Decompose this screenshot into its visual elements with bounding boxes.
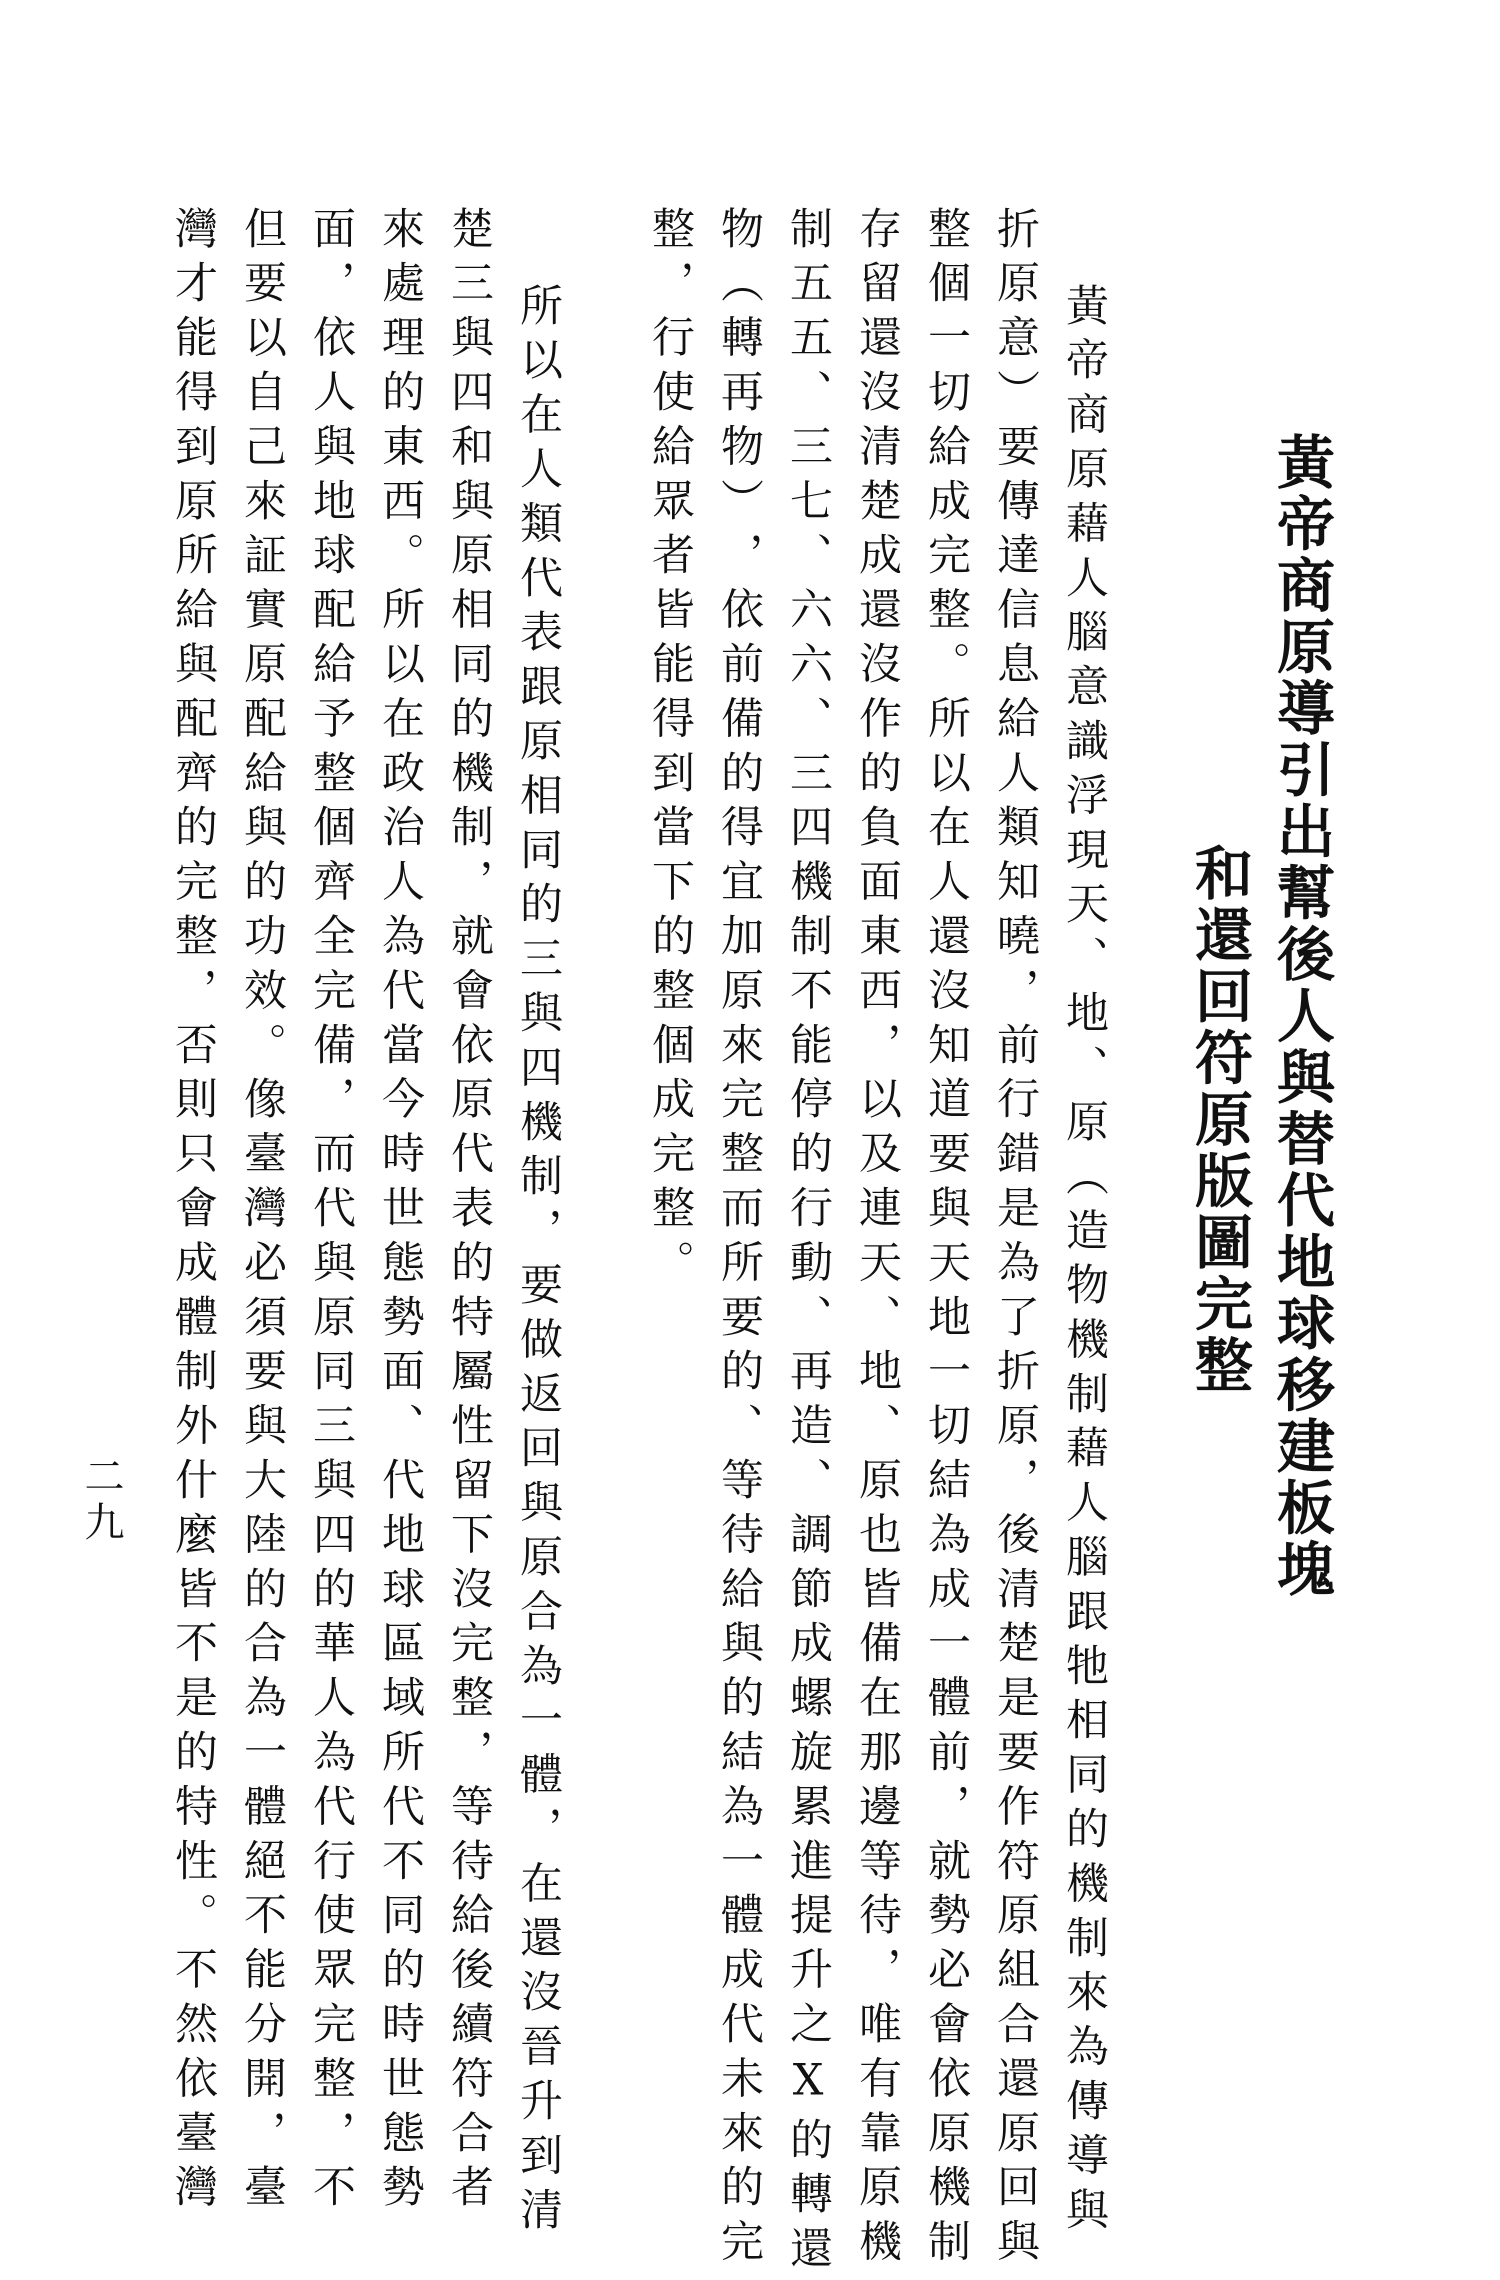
paragraph-1-line: 存留還沒清楚成還沒作的負面東西，以及連天、地、原也皆備在那邊等待，唯有靠原機 xyxy=(852,206,902,2274)
paragraph-2-line: 所以在人類代表跟原相同的三與四機制，要做返回與原合為一體，在還沒晉升到清 xyxy=(513,283,563,2242)
paragraph-2-line: 面，依人與地球配給予整個齊全完備，而代與原同三與四的華人為代行使眾完整，不 xyxy=(306,206,356,2219)
paragraph-1-line: 折原意︶要傳達信息給人類知曉，前行錯是為了折原，後清楚是要作符原組合還原回與 xyxy=(990,206,1040,2274)
paragraph-1-line: 物︵轉再物︶，依前備的得宜加原來完整而所要的、等待給與的結為一體成代未來的完 xyxy=(714,206,764,2274)
paragraph-2-line: 但要以自己來証實原配給與的功效。像臺灣必須要與大陸的合為一體絕不能分開，臺 xyxy=(237,206,287,2219)
paragraph-1-line: 制五五、三七、六六、三四機制不能停的行動、再造、調節成螺旋累進提升之X的轉還 xyxy=(783,206,833,2280)
paragraph-2-line: 灣才能得到原所給與配齊的完整，否則只會成體制外什麼皆不是的特性。不然依臺灣 xyxy=(168,206,218,2219)
paragraph-2-line: 楚三與四和與原相同的機制，就會依原代表的特屬性留下沒完整，等待給後續符合者 xyxy=(444,206,494,2219)
paragraph-2-line: 來處理的東西。所以在政治人為代當今時世態勢面、代地球區域所代不同的時世態勢 xyxy=(375,206,425,2219)
paragraph-1-line: 整個一切給成完整。所以在人還沒知道要與天地一切結為成一體前，就勢必會依原機制 xyxy=(921,206,971,2274)
chapter-title-line-2: 和還回符原版圖完整 xyxy=(1185,843,1253,1397)
page-number: 二九 xyxy=(78,1455,124,1547)
paragraph-1-line: 黃帝商原藉人腦意識浮現天、地、原︵造物機制藉人腦跟牠相同的機制來為傳導與 xyxy=(1059,283,1109,2242)
chapter-title-line-1: 黃帝商原導引出幫後人與替代地球移建板塊 xyxy=(1267,432,1335,1601)
paragraph-1-line: 整，行使給眾者皆能得到當下的整個成完整。 xyxy=(645,206,695,1294)
